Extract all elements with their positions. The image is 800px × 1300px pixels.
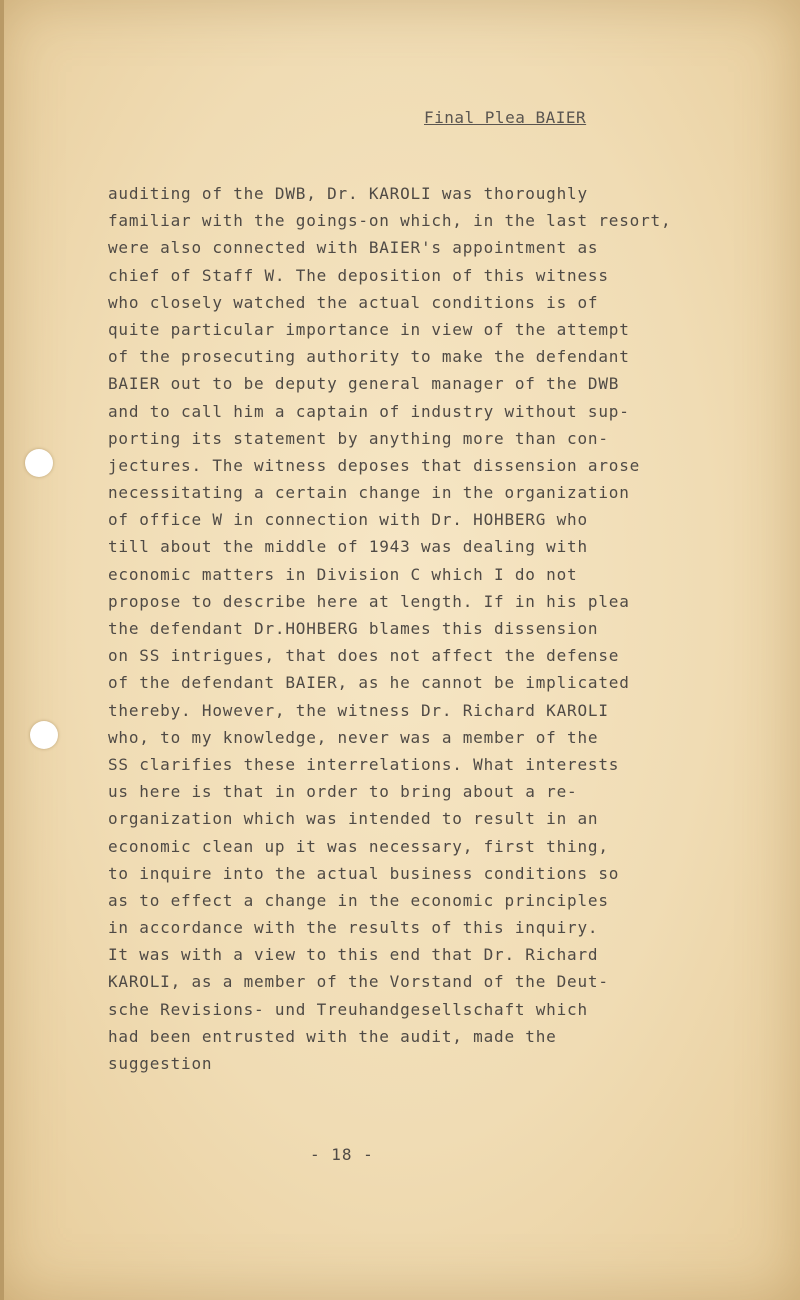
text-line: BAIER out to be deputy general manager of the DWB [108,374,620,394]
text-line: economic matters in Division C which I do not [108,564,578,584]
page-number: - 18 - [310,1145,374,1164]
text-line: were also connected with BAIER's appointment as [108,238,599,258]
text-line: who, to my knowledge, never was a member of the [108,727,599,747]
page-header: Final Plea BAIER [424,108,587,127]
text-line: us here is that in order to bring about a re- [108,782,578,802]
text-line: KAROLI, as a member of the Vorstand of the Deut- [108,972,609,992]
text-line: quite particular importance in view of the attempt [108,319,630,339]
text-line: It was with a view to this end that Dr. Richard [108,945,599,965]
text-line: jectures. The witness deposes that dissension arose [108,455,641,475]
text-line: necessitating a certain change in the organization [108,483,630,503]
text-line: of office W in connection with Dr. HOHBERG who [108,510,588,530]
text-line: the defendant Dr.HOHBERG blames this dissension [108,619,599,638]
text-line: organization which was intended to result in an [108,809,599,829]
text-line: suggestion [108,1054,213,1073]
text-line: who closely watched the actual conditions is of [108,292,599,312]
punch-hole-upper [25,449,53,477]
text-line: SS clarifies these interrelations. What interests [108,754,620,774]
text-line: and to call him a captain of industry without sup- [108,401,630,421]
text-line: to inquire into the actual business conditions so [108,863,620,883]
text-line: economic clean up it was necessary, first thing, [108,836,609,856]
text-line: auditing of the DWB, Dr. KAROLI was thoroughly [108,184,588,203]
text-line: porting its statement by anything more than con- [108,428,609,448]
text-line: of the prosecuting authority to make the defendant [108,347,630,367]
text-line: had been entrusted with the audit, made the [108,1026,557,1046]
text-line: sche Revisions- und Treuhandgesellschaft which [108,999,588,1019]
body-text [108,180,728,1077]
text-line: till about the middle of 1943 was dealing with [108,537,588,557]
page-edge [0,0,4,1300]
text-line: familiar with the goings-on which, in the last resort, [108,211,672,231]
text-line: thereby. However, the witness Dr. Richard KAROLI [108,700,609,720]
text-line: on SS intrigues, that does not affect the defense [108,646,620,666]
text-line: chief of Staff W. The deposition of this witness [108,265,609,285]
text-line: as to effect a change in the economic principles [108,890,609,910]
text-line: propose to describe here at length. If in his plea [108,591,630,611]
punch-hole-lower [30,721,58,749]
text-line: of the defendant BAIER, as he cannot be implicated [108,673,630,693]
text-line: in accordance with the results of this inquiry. [108,918,599,938]
